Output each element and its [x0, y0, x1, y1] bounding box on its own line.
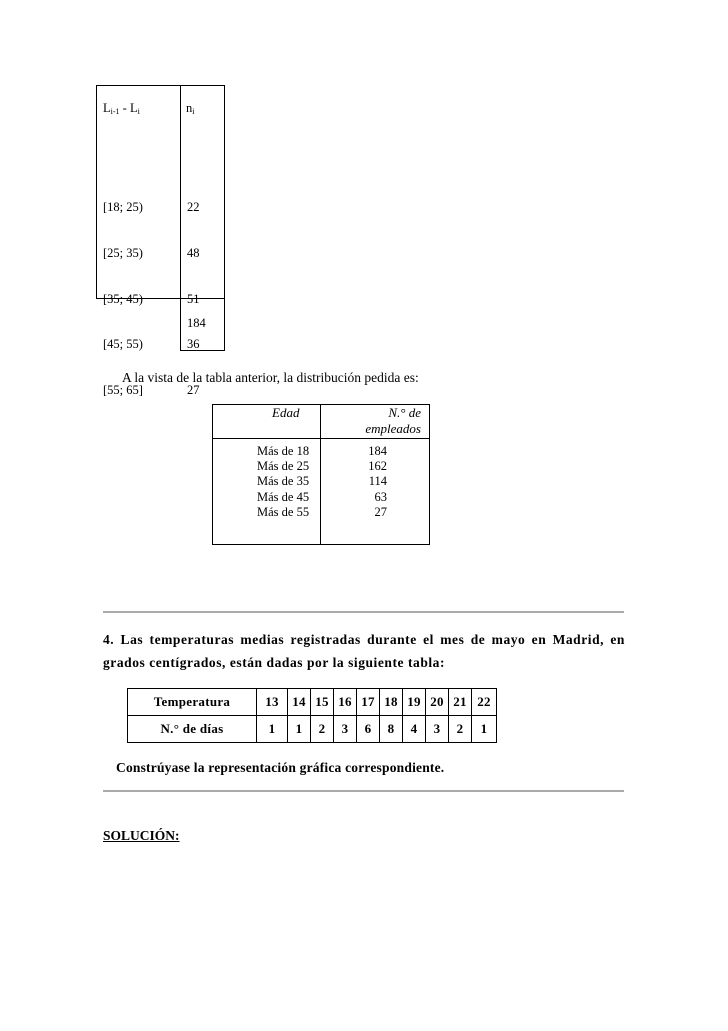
days-cell: 1 [288, 716, 311, 743]
header-employees-line1: N.° de [388, 405, 421, 420]
construct-instruction: Constrúyase la representación gráfica correspondiente. [116, 760, 445, 775]
separator-bottom [103, 790, 624, 792]
days-cell: 4 [403, 716, 426, 743]
days-cell: 2 [449, 716, 472, 743]
table-border-left [96, 85, 97, 299]
header-frequency: $n_i$ [186, 101, 195, 116]
employees-cell: 27 [374, 504, 387, 519]
temperature-cell: 20 [426, 689, 449, 716]
temperature-cell: 14 [288, 689, 311, 716]
days-cell: 1 [257, 716, 288, 743]
interval-cell: [55; 65] [103, 382, 143, 397]
temperature-cell: 19 [403, 689, 426, 716]
temperature-cell: 17 [357, 689, 380, 716]
temperature-cell: 16 [334, 689, 357, 716]
age-cell: Más de 25 [257, 459, 310, 474]
temperature-cell: 21 [449, 689, 472, 716]
frequency-cell: 22 [187, 200, 200, 215]
temperature-cell: 22 [472, 689, 497, 716]
temperature-cell: 18 [380, 689, 403, 716]
frequency-cell: 48 [187, 246, 200, 261]
age-cell: Más de 55 [257, 504, 310, 519]
employees-cell: 184 [368, 444, 387, 458]
days-cell: 8 [380, 716, 403, 743]
interval-cell: [35; 45) [103, 291, 143, 306]
interval-cell: [18; 25) [103, 200, 143, 215]
employees-column [360, 444, 387, 520]
days-cell: 3 [334, 716, 357, 743]
days-cell: 6 [357, 716, 380, 743]
temperature-cell: 15 [311, 689, 334, 716]
employees-cell: 162 [368, 459, 387, 474]
frequency-total: 184 [187, 316, 206, 330]
table-border-top [96, 85, 224, 86]
table-border-right [224, 85, 225, 351]
days-cell: 1 [472, 716, 497, 743]
header-interval: $L_{i-1} - L_i$ [103, 101, 140, 116]
header-age: Edad [272, 405, 300, 420]
temperature-label: Temperatura [128, 689, 257, 716]
age-cell: Más de 18 [257, 444, 310, 458]
frequency-cell: 27 [187, 382, 200, 397]
table-row [128, 689, 497, 716]
days-cell: 2 [311, 716, 334, 743]
days-label: N.° de días [128, 716, 257, 743]
age-cell: Más de 35 [257, 474, 310, 489]
table-row [128, 716, 497, 743]
temperature-cell: 13 [257, 689, 288, 716]
interval-column [103, 170, 143, 428]
interval-cell: [25; 35) [103, 246, 143, 261]
table-border-divider [320, 404, 321, 545]
intro-text: A la vista de la tabla anterior, la distribución pedida es: [122, 370, 419, 385]
table-border-divider [180, 85, 181, 351]
frequency-cell: 36 [187, 337, 200, 352]
days-cell: 3 [426, 716, 449, 743]
solution-heading: SOLUCIÓN: [103, 828, 180, 843]
frequency-column [187, 170, 200, 428]
table-border-left [212, 404, 213, 545]
table-border-header [212, 438, 430, 439]
employees-cell: 63 [374, 489, 387, 504]
age-column [257, 444, 309, 520]
table-border-right [429, 404, 430, 545]
problem-statement: 4. Las temperaturas medias registradas durante el mes de mayo en Madrid, en grados centígrados, están dadas por la siguiente tabla: [103, 632, 625, 670]
temperature-table [127, 688, 497, 743]
table-border-bottom [212, 544, 430, 545]
separator-top [103, 611, 624, 613]
interval-cell: [45; 55) [103, 337, 143, 352]
header-employees-line2: empleados [365, 421, 421, 436]
age-cell: Más de 45 [257, 489, 310, 504]
employees-cell: 114 [368, 474, 387, 489]
frequency-cell: 51 [187, 291, 200, 306]
